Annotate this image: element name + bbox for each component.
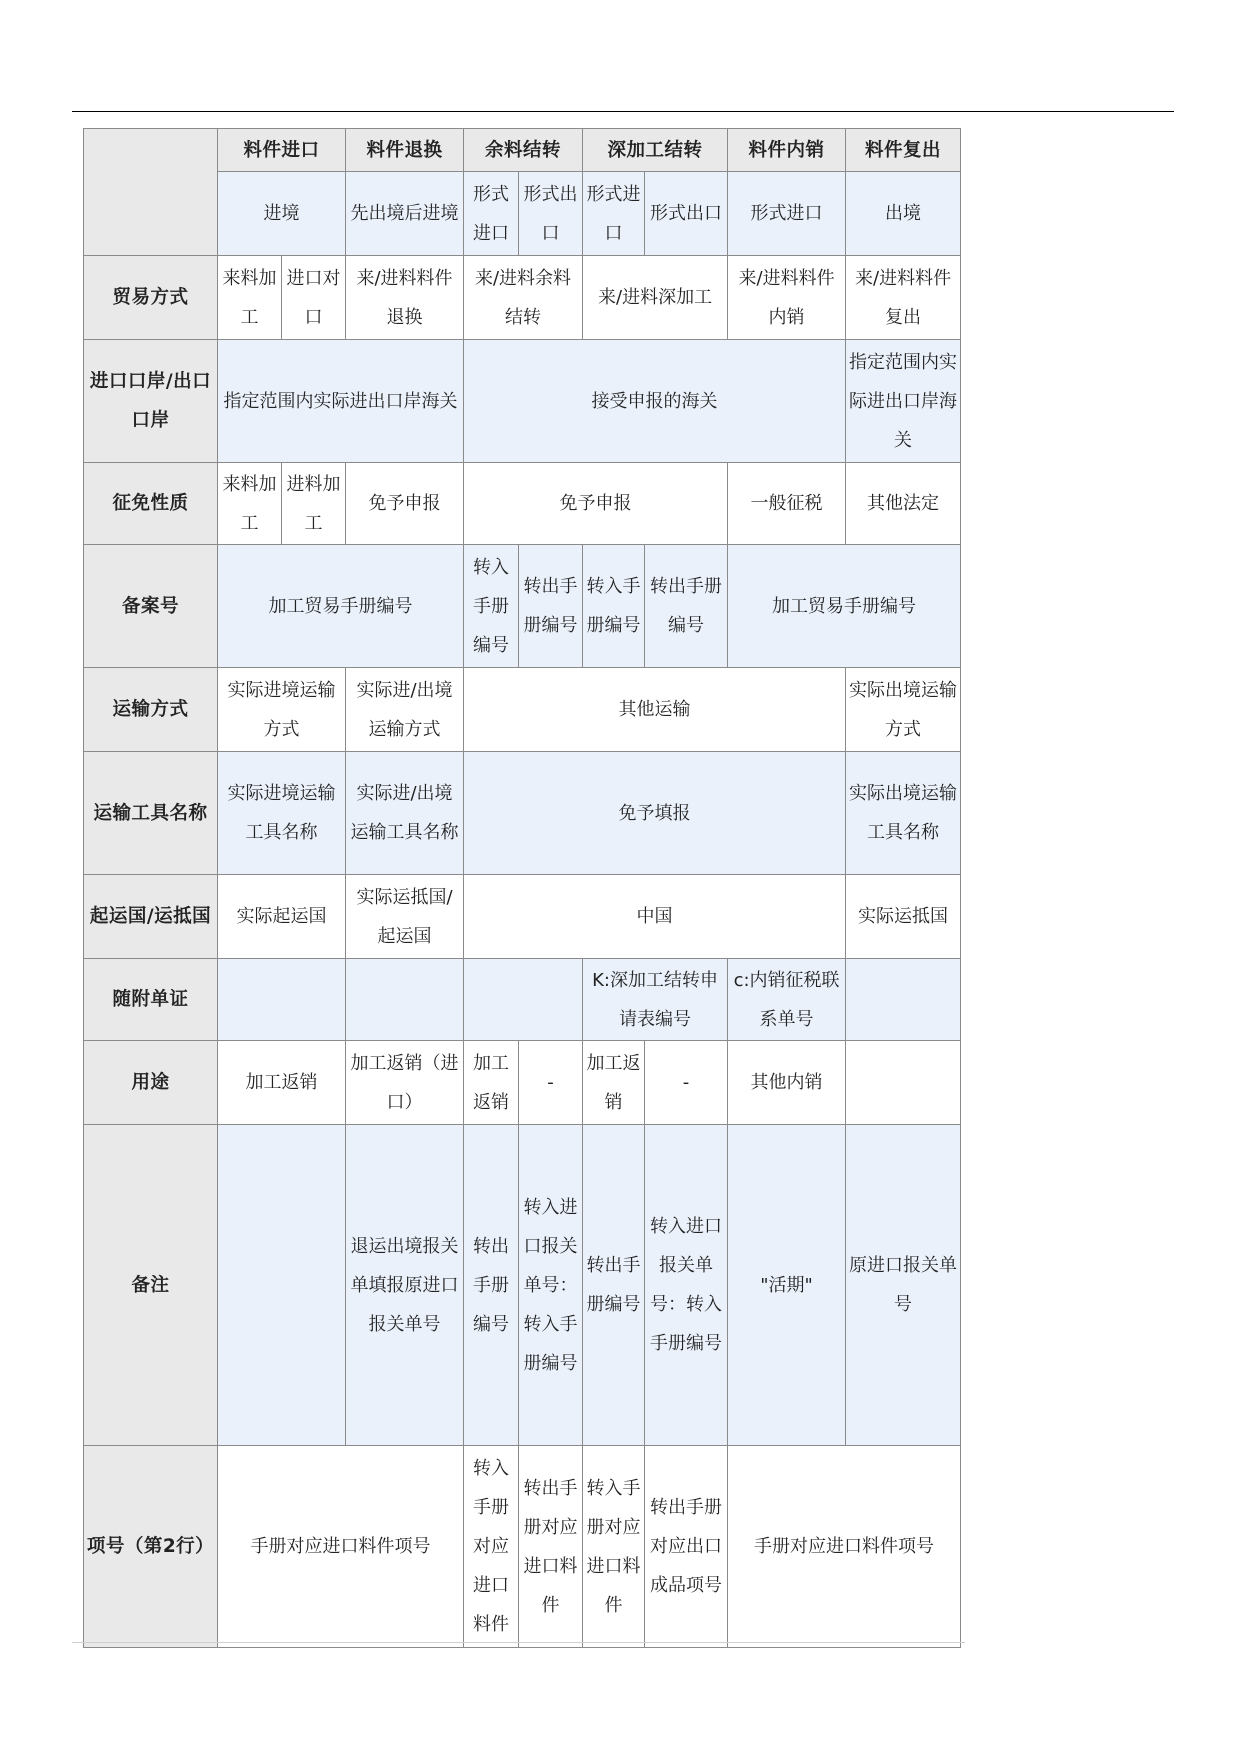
cell: 来/进料料件复出 — [846, 256, 961, 340]
cell: K:深加工结转申请表编号 — [583, 959, 728, 1041]
row-label: 备注 — [84, 1125, 218, 1446]
cell: 进料加工 — [282, 463, 346, 545]
direction-cell: 形式出口 — [645, 172, 728, 256]
cell — [346, 959, 464, 1041]
row-label: 随附单证 — [84, 959, 218, 1041]
cell: 免予申报 — [346, 463, 464, 545]
direction-cell: 出境 — [846, 172, 961, 256]
cell — [846, 959, 961, 1041]
cell: 一般征税 — [728, 463, 846, 545]
direction-cell: 形式进口 — [583, 172, 645, 256]
cell: 转出手册对应进口料件 — [519, 1446, 583, 1648]
cell: 转出手册编号 — [645, 545, 728, 668]
cell: 加工贸易手册编号 — [218, 545, 464, 668]
cell: 转出手册编号 — [464, 1125, 519, 1446]
declaration-table-wrapper — [83, 128, 961, 1648]
cell: 免予填报 — [464, 752, 846, 875]
cell: 加工返销 — [218, 1041, 346, 1125]
row-label: 征免性质 — [84, 463, 218, 545]
cell: 来料加工 — [218, 463, 282, 545]
cell: 转入手册对应进口料件 — [583, 1446, 645, 1648]
cell: 转入手册编号 — [583, 545, 645, 668]
cell: 退运出境报关单填报原进口报关单号 — [346, 1125, 464, 1446]
cell: 其他法定 — [846, 463, 961, 545]
row-label: 进口口岸/出口口岸 — [84, 340, 218, 463]
cell: 实际起运国 — [218, 875, 346, 959]
cell: 其他内销 — [728, 1041, 846, 1125]
cell: 实际进/出境运输方式 — [346, 668, 464, 752]
cell: 中国 — [464, 875, 846, 959]
row-label: 项号（第2行） — [84, 1446, 218, 1648]
cell: 加工返销 — [583, 1041, 645, 1125]
direction-cell: 形式进口 — [464, 172, 519, 256]
header-rule — [72, 111, 1174, 112]
cell — [218, 1125, 346, 1446]
cell: 加工返销 — [464, 1041, 519, 1125]
cell: 实际运抵国 — [846, 875, 961, 959]
cell: 其他运输 — [464, 668, 846, 752]
page-bottom-edge — [72, 1642, 965, 1643]
cell: 实际出境运输工具名称 — [846, 752, 961, 875]
cell: 实际进/出境运输工具名称 — [346, 752, 464, 875]
cell: "活期" — [728, 1125, 846, 1446]
direction-cell: 形式进口 — [728, 172, 846, 256]
cell: 实际运抵国/起运国 — [346, 875, 464, 959]
cell: 来料加工 — [218, 256, 282, 340]
cell: 进口对口 — [282, 256, 346, 340]
cell: 指定范围内实际进出口岸海关 — [846, 340, 961, 463]
cell — [218, 959, 346, 1041]
cell: 来/进料料件内销 — [728, 256, 846, 340]
cell: 转出手册对应出口成品项号 — [645, 1446, 728, 1648]
cell: 实际进境运输方式 — [218, 668, 346, 752]
direction-cell: 形式出口 — [519, 172, 583, 256]
col-header: 余料结转 — [464, 129, 583, 172]
col-header: 深加工结转 — [583, 129, 728, 172]
cell: 转出手册编号 — [519, 545, 583, 668]
row-label: 运输方式 — [84, 668, 218, 752]
cell: 接受申报的海关 — [464, 340, 846, 463]
cell: 实际出境运输方式 — [846, 668, 961, 752]
cell: 来/进料深加工 — [583, 256, 728, 340]
cell: 实际进境运输工具名称 — [218, 752, 346, 875]
row-label: 备案号 — [84, 545, 218, 668]
cell: 手册对应进口料件项号 — [218, 1446, 464, 1648]
customs-declaration-table — [83, 128, 961, 1648]
cell: 加工贸易手册编号 — [728, 545, 961, 668]
corner-cell — [84, 129, 218, 256]
cell: 加工返销（进口） — [346, 1041, 464, 1125]
cell: 指定范围内实际进出口岸海关 — [218, 340, 464, 463]
cell: c:内销征税联系单号 — [728, 959, 846, 1041]
row-label: 起运国/运抵国 — [84, 875, 218, 959]
cell: 转入手册对应进口料件 — [464, 1446, 519, 1648]
cell: 来/进料余料结转 — [464, 256, 583, 340]
col-header: 料件退换 — [346, 129, 464, 172]
cell — [464, 959, 583, 1041]
row-label: 运输工具名称 — [84, 752, 218, 875]
col-header: 料件复出 — [846, 129, 961, 172]
cell: 手册对应进口料件项号 — [728, 1446, 961, 1648]
col-header: 料件内销 — [728, 129, 846, 172]
col-header: 料件进口 — [218, 129, 346, 172]
row-label: 贸易方式 — [84, 256, 218, 340]
cell: 转入手册编号 — [464, 545, 519, 668]
cell: 转入进口报关单号：转入手册编号 — [519, 1125, 583, 1446]
cell: 转出手册编号 — [583, 1125, 645, 1446]
cell: - — [645, 1041, 728, 1125]
direction-cell: 进境 — [218, 172, 346, 256]
cell: 原进口报关单号 — [846, 1125, 961, 1446]
cell: 转入进口报关单号：转入手册编号 — [645, 1125, 728, 1446]
row-label: 用途 — [84, 1041, 218, 1125]
cell: 免予申报 — [464, 463, 728, 545]
cell: 来/进料料件退换 — [346, 256, 464, 340]
direction-cell: 先出境后进境 — [346, 172, 464, 256]
cell: - — [519, 1041, 583, 1125]
cell — [846, 1041, 961, 1125]
